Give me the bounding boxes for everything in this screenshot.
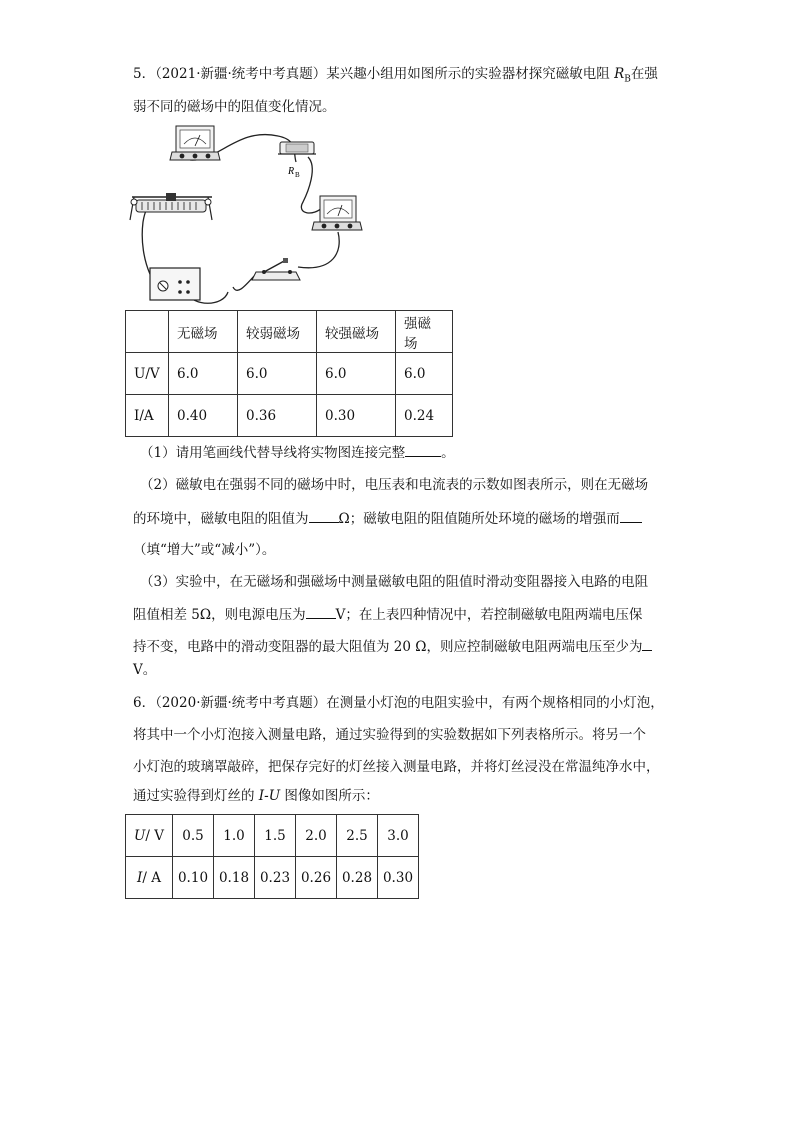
rb-figure-subscript: B <box>295 171 300 179</box>
table-cell: 无磁场 <box>169 311 238 353</box>
table-cell: 0.5 <box>173 815 214 857</box>
q6-line1 <box>133 693 664 713</box>
q6-data-table <box>125 814 419 899</box>
q5-part1-text: （1）请用笔画线代替导线将实物图连接完整 <box>140 445 406 461</box>
table-cell: 3.0 <box>378 815 419 857</box>
table-cell: 0.10 <box>173 857 214 899</box>
table-cell-label <box>126 815 173 857</box>
q5-part3-text2b: V；在上表四种情况中，若控制磁敏电阻两端电压保 <box>335 607 643 623</box>
q5-part3-line2 <box>133 604 642 625</box>
answer-blank[interactable] <box>306 604 336 619</box>
answer-blank[interactable] <box>642 636 652 651</box>
q5-part2-line3 <box>133 540 275 560</box>
voltmeter-icon <box>170 126 220 160</box>
q6-line2 <box>133 725 646 745</box>
table-cell: 0.23 <box>255 857 296 899</box>
q5-part3-text1: （3）实验中，在无磁场和强磁场中测量磁敏电阻的阻值时滑动变阻器接入电路的电阻 <box>140 574 649 590</box>
q5-part3-text4: V。 <box>133 662 157 678</box>
q5-intro-text: 5．（2021·新疆·统考中考真题）某兴趣小组用如图所示的实验器材探究磁敏电阻 <box>133 66 615 82</box>
circuit-figure <box>128 122 368 312</box>
table-cell: 1.5 <box>255 815 296 857</box>
q5-part3-text3: 持不变，电路中的滑动变阻器的最大阻值为 20 Ω，则应控制磁敏电阻两端电压至少为 <box>133 639 643 655</box>
q6-text1: 6．（2020·新疆·统考中考真题）在测量小灯泡的电阻实验中，有两个规格相同的小灯泡， <box>133 695 664 711</box>
table-row <box>126 815 419 857</box>
q6-line4 <box>133 786 379 806</box>
q5-part3-text2a: 阻值相差 5Ω，则电源电压为 <box>133 607 306 623</box>
table-row <box>126 395 453 437</box>
u-unit: / V <box>145 827 164 844</box>
rb-symbol: R <box>614 66 625 82</box>
table-cell: 6.0 <box>238 353 317 395</box>
table-row <box>126 857 419 899</box>
table-cell: 6.0 <box>169 353 238 395</box>
table-cell-label <box>126 857 173 899</box>
q5-intro-line1 <box>133 64 658 90</box>
table-cell: 0.28 <box>337 857 378 899</box>
table-cell: 0.40 <box>169 395 238 437</box>
q5-part1 <box>140 442 455 463</box>
table-cell: 6.0 <box>317 353 396 395</box>
q6-line3 <box>133 757 660 777</box>
q5-part3-line4 <box>133 660 156 680</box>
table-cell: 6.0 <box>396 353 453 395</box>
table-row <box>126 353 453 395</box>
q6-text2: 将其中一个小灯泡接入测量电路，通过实验得到的实验数据如下列表格所示。将另一个 <box>133 727 646 743</box>
q6-text3: 小灯泡的玻璃罩敲碎，把保存完好的灯丝接入测量电路，并将灯丝浸没在常温纯净水中， <box>133 759 660 775</box>
rb-subscript: B <box>624 74 631 85</box>
q5-part3-line3 <box>133 636 652 657</box>
table-header-row <box>126 311 453 353</box>
table-cell <box>126 311 169 353</box>
q5-intro-text-end: 在强 <box>630 66 658 82</box>
q5-part2-line2 <box>133 508 642 529</box>
table-cell: U/V <box>126 353 169 395</box>
u-symbol: U <box>134 827 146 844</box>
q5-part2-text2b: Ω；磁敏电阻的阻值随所处环境的磁场的增强而 <box>338 511 620 527</box>
rheostat-icon <box>130 193 212 220</box>
q5-part2-line1 <box>140 475 648 495</box>
q5-part2-text3: （填“增大”或“减小”）。 <box>133 542 276 558</box>
table-cell: 0.36 <box>238 395 317 437</box>
q6-text4b: 图像如图所示： <box>280 788 379 804</box>
i-unit: / A <box>142 869 161 886</box>
ammeter-icon <box>312 196 362 230</box>
answer-blank[interactable] <box>309 508 339 523</box>
q5-part3-line1 <box>140 572 648 592</box>
table-cell: 2.5 <box>337 815 378 857</box>
q5-part2-text1: （2）磁敏电在强弱不同的磁场中时，电压表和电流表的示数如图表所示，则在无磁场 <box>140 477 649 493</box>
table-cell: 0.30 <box>317 395 396 437</box>
table-cell: 0.30 <box>378 857 419 899</box>
table-cell: I/A <box>126 395 169 437</box>
q5-part2-text2a: 的环境中，磁敏电阻的阻值为 <box>133 511 309 527</box>
q6-text4a: 通过实验得到灯丝的 <box>133 788 259 804</box>
rb-figure-label: R <box>288 166 295 177</box>
table-cell: 较强磁场 <box>317 311 396 353</box>
switch-icon <box>252 258 300 280</box>
table-cell: 0.26 <box>296 857 337 899</box>
q5-intro-text2: 弱不同的磁场中的阻值变化情况。 <box>133 99 336 115</box>
iu-symbol: I-U <box>258 788 281 804</box>
table-cell: 0.24 <box>396 395 453 437</box>
table-cell: 0.18 <box>214 857 255 899</box>
table-cell: 1.0 <box>214 815 255 857</box>
answer-blank[interactable] <box>620 508 642 523</box>
i-symbol: I <box>137 869 143 886</box>
table-cell: 较弱磁场 <box>238 311 317 353</box>
answer-blank[interactable] <box>405 442 441 457</box>
q5-data-table <box>125 310 453 437</box>
magnetoresistor-icon <box>278 142 316 154</box>
q5-part1-end: 。 <box>441 445 455 461</box>
table-cell: 强磁场 <box>396 311 453 353</box>
power-supply-icon <box>150 268 200 300</box>
table-cell: 2.0 <box>296 815 337 857</box>
q5-intro-line2 <box>133 97 336 117</box>
